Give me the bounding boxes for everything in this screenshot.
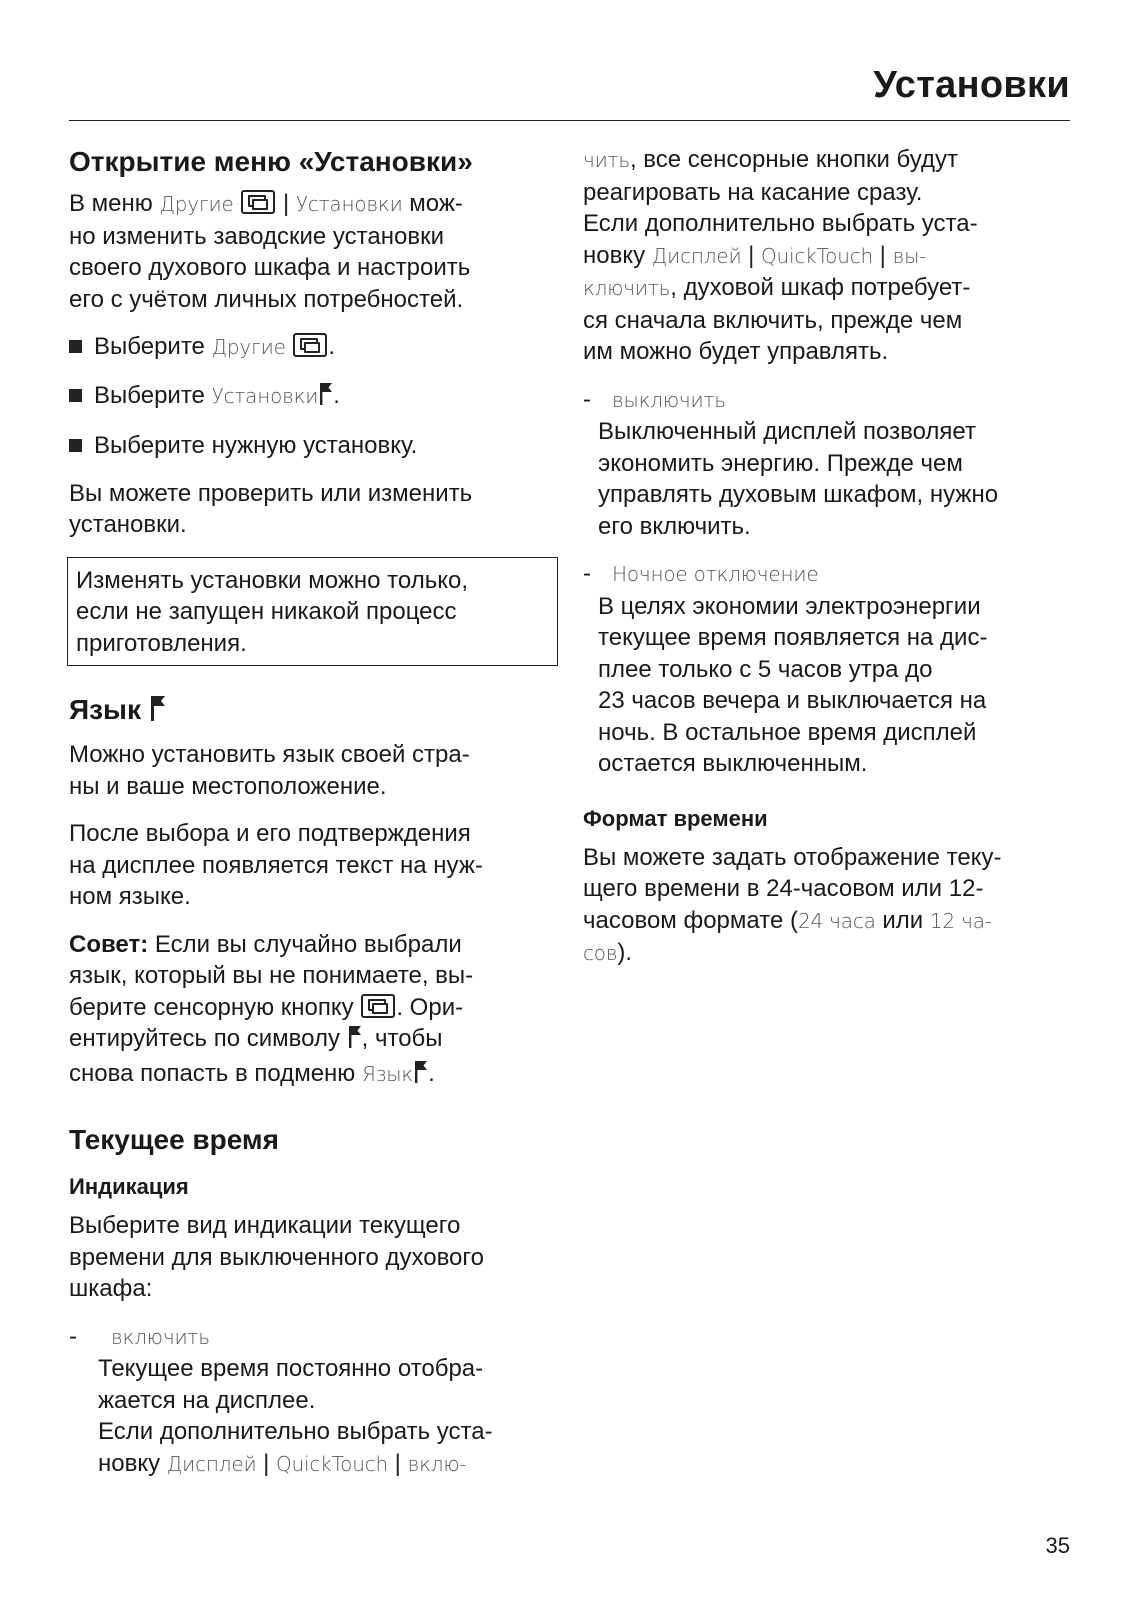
text: .: [333, 381, 340, 409]
flag-icon: [150, 694, 166, 731]
display-term-quicktouch: QuickTouch: [276, 1451, 388, 1476]
text-line: 23 часов вечера и выключается на: [598, 687, 987, 714]
option-label-night: Ночное отключение: [612, 562, 819, 586]
option-label-off: выключить: [612, 387, 726, 412]
text-line: щего времени в 24-часовом или 12-: [583, 875, 984, 902]
menu-button-icon: [293, 333, 327, 357]
text-line: его включить.: [598, 512, 751, 540]
bullet-square-icon: [69, 340, 82, 353]
text-line: его с учётом личных потребностей.: [69, 285, 464, 313]
display-term-settings: Установки: [211, 383, 319, 408]
text-line: ном языке.: [69, 883, 191, 910]
display-term-24h: 24 часа: [797, 908, 876, 933]
flag-icon: [319, 382, 333, 415]
text: .: [428, 1059, 435, 1087]
text-line: ся сначала включить, прежде чем: [583, 306, 963, 334]
text-line: Вы можете проверить или изменить: [69, 479, 473, 507]
separator: |: [394, 1449, 401, 1477]
bullet-square-icon: [69, 389, 82, 402]
bullet-item: [69, 380, 555, 415]
tip-paragraph: [69, 929, 555, 1093]
text-line: реагировать на касание сразу.: [583, 178, 923, 206]
text: Выберите: [94, 381, 205, 409]
note-box: [67, 557, 558, 667]
option-item-on: [69, 1321, 555, 1481]
text: , чтобы: [361, 1025, 443, 1052]
separator: |: [263, 1449, 270, 1477]
text: , духовой шкаф потребует-: [670, 274, 971, 301]
text-line: язык, который вы не понимаете, вы-: [69, 962, 474, 989]
flag-icon: [414, 1060, 428, 1093]
section-title-current-time: Текущее время: [69, 1124, 279, 1155]
tip-label: Совет:: [69, 930, 149, 958]
text-line: Выберите вид индикации текущего: [69, 1212, 461, 1239]
separator: |: [748, 241, 755, 269]
text: часовом формате (: [583, 906, 798, 934]
subsection-title-time-format: Формат времени: [583, 805, 768, 831]
bullet-item: [69, 331, 555, 364]
text-line: ны и ваше местоположение.: [69, 772, 387, 800]
text: или: [882, 906, 924, 934]
text: Если вы случайно выбрали: [154, 930, 462, 958]
text-line: установки.: [69, 511, 187, 538]
separator: |: [879, 241, 886, 269]
text-line: им можно будет управлять.: [583, 338, 889, 365]
paragraph: [583, 842, 1073, 970]
display-term-off: ключить: [583, 276, 671, 300]
text: , все сенсорные кнопки будут: [629, 146, 958, 173]
option-label-on: включить: [111, 1324, 210, 1349]
option-item-off: [583, 384, 1073, 543]
text-line: шкафа:: [69, 1275, 153, 1302]
dash-marker: -: [583, 560, 591, 587]
text-line: своего духового шкафа и настроить: [69, 254, 471, 281]
display-term-on: вклю-: [407, 1451, 467, 1476]
left-column: [69, 130, 555, 1480]
text-line: ночь. В остальное время дисплей: [598, 718, 977, 746]
text: ).: [617, 939, 633, 966]
text-line: Можно установить язык своей стра-: [69, 741, 470, 768]
paragraph: [69, 818, 555, 913]
display-term-settings: Установки: [295, 192, 403, 216]
header-rule: [69, 120, 1070, 121]
section-title-language: [69, 692, 555, 731]
flag-icon: [348, 1025, 362, 1058]
text-line: Выключенный дисплей позволяет: [598, 418, 976, 445]
display-term-language: Язык: [361, 1061, 414, 1086]
text: берите сенсорную кнопку: [69, 993, 354, 1021]
menu-button-icon: [361, 994, 395, 1018]
text-line: остается выключенным.: [598, 750, 868, 777]
text-line: жается на дисплее.: [98, 1386, 316, 1414]
option-item-night: [583, 558, 1073, 780]
display-term-display: Дисплей: [166, 1451, 257, 1476]
display-term-on: чить: [583, 148, 630, 172]
text-line: плее только с 5 часов утра до: [598, 655, 933, 683]
paragraph: [69, 739, 555, 802]
text-line: но изменить заводские установки: [69, 222, 444, 250]
text-line: Вы можете задать отображение теку-: [583, 843, 1002, 871]
text-line: если не запущен никакой процесс: [76, 598, 457, 625]
text: новку: [98, 1449, 161, 1477]
text: .: [328, 333, 336, 360]
display-term-other: Другие: [159, 192, 234, 216]
subsection-title-indication: Индикация: [69, 1174, 189, 1199]
text-line: приготовления.: [76, 629, 247, 657]
bullet-square-icon: [69, 439, 82, 452]
separator: |: [282, 190, 290, 217]
text-line: Если дополнительно выбрать уста-: [98, 1418, 493, 1445]
text: Выберите: [94, 333, 205, 360]
right-column: [583, 130, 1073, 986]
text: ентируйтесь по символу: [69, 1025, 340, 1052]
paragraph: [583, 144, 1073, 368]
text-line: на дисплее появляется текст на нуж-: [69, 851, 483, 879]
text: мож-: [409, 190, 463, 217]
text: . Ори-: [396, 993, 464, 1021]
display-term-12h: 12 ча-: [929, 908, 992, 933]
menu-button-icon: [241, 190, 275, 214]
dash-marker: -: [583, 385, 591, 413]
text: новку: [583, 241, 646, 269]
text: снова попасть в подменю: [69, 1059, 356, 1087]
text-line: управлять духовым шкафом, нужно: [598, 481, 999, 508]
text-line: Текущее время постоянно отобра-: [98, 1355, 484, 1382]
display-term-off: вы-: [892, 243, 927, 268]
paragraph: [69, 478, 555, 541]
text-line: текущее время появляется на дис-: [598, 624, 988, 651]
bullet-item: [69, 430, 555, 462]
paragraph: [69, 1210, 555, 1305]
page-number: 35: [1045, 1533, 1070, 1558]
text: Выберите нужную установку.: [94, 432, 418, 459]
display-term-12h: сов: [583, 941, 618, 965]
display-term-quicktouch: QuickTouch: [761, 243, 873, 268]
dash-marker: -: [69, 1322, 77, 1350]
text-line: Изменять установки можно только,: [76, 566, 468, 594]
text-line: Если дополнительно выбрать уста-: [583, 210, 978, 237]
text-line: времени для выключенного духового: [69, 1243, 484, 1271]
page-title: Установки: [873, 64, 1070, 106]
intro-paragraph: [69, 188, 555, 315]
text-line: экономить энергию. Прежде чем: [598, 449, 963, 477]
text-line: После выбора и его подтверждения: [69, 820, 471, 847]
section-title-open-settings: Открытие меню «Установки»: [69, 146, 473, 177]
display-term-other: Другие: [211, 335, 286, 359]
heading-text: Язык: [69, 694, 141, 725]
text-line: В целях экономии электроэнергии: [598, 592, 981, 620]
display-term-display: Дисплей: [651, 243, 742, 268]
text: В меню: [69, 190, 153, 217]
